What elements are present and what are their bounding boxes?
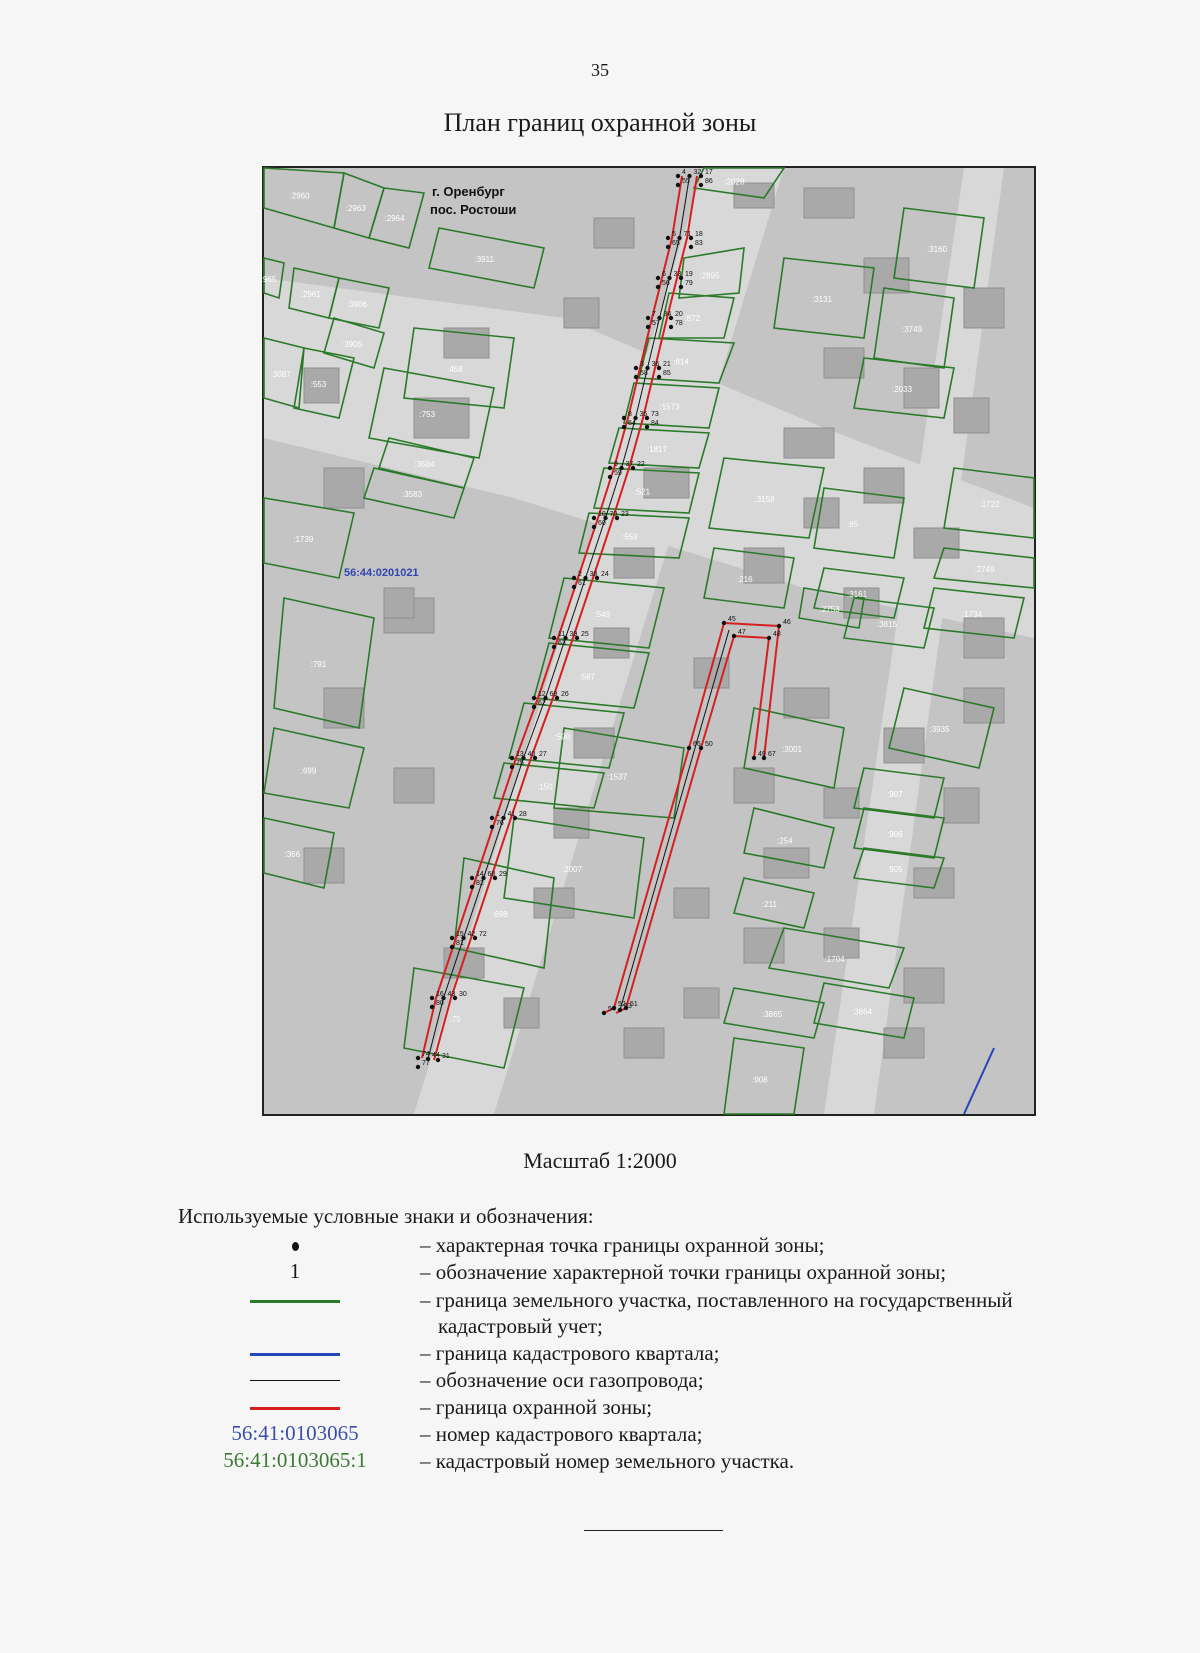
parcel-number-label: :2960 [289,191,310,201]
characteristic-point-number: 42 [467,931,476,938]
parcel-number-label: :698 [492,910,508,919]
characteristic-point-number: 9 [614,461,618,468]
page-number: 35 [591,60,609,80]
building-roof [684,988,719,1018]
legend-item-block-number [0,1421,1200,1448]
characteristic-point [532,696,536,700]
legend-title: Используемые условные знаки и обозначения: [178,1204,594,1228]
building-roof [824,928,859,958]
building-roof [944,788,979,823]
characteristic-point [490,816,494,820]
building-roof [824,788,859,818]
parcel-number-label: :254 [777,836,793,846]
characteristic-point [510,765,514,769]
parcel-number-label: :3161 [847,590,868,599]
parcel-number-label: :1817 [647,445,668,454]
legend-item-gas-axis [0,1367,1200,1394]
parcel-number-label: :590 [554,732,571,742]
parcel-number-label: :150 [537,782,553,792]
characteristic-point-number: 51 [630,1001,638,1008]
characteristic-point [490,825,494,829]
parcel-number-label: :872 [684,313,701,323]
characteristic-point [510,756,514,760]
characteristic-point-number: 25 [581,631,589,638]
parcel-number-label: :549 [594,610,611,619]
characteristic-point-number: 5 [672,231,676,238]
characteristic-point-number: 1 [496,811,500,818]
characteristic-point-number: 41 [507,811,516,818]
characteristic-point-number: 58 [640,370,648,377]
characteristic-point-number: 44 [432,1052,440,1059]
building-roof [784,688,829,718]
building-roof [554,808,589,838]
characteristic-point [622,416,626,420]
characteristic-point-number: 43 [447,991,456,998]
characteristic-point-number: 53 [624,1003,632,1010]
characteristic-point-number: 12 [538,691,546,698]
building-roof [624,1028,664,1058]
building-roof [734,183,774,208]
characteristic-point [416,1056,420,1060]
characteristic-point [646,325,650,329]
building-roof [964,618,1004,658]
characteristic-point-number: 68 [487,871,496,878]
characteristic-point-number: 56 [662,280,670,287]
map-image [260,168,1034,1114]
legend-text: – обозначение оси газопровода; [420,1368,704,1392]
characteristic-point-number: 55 [682,178,690,185]
legend-parcel-number-sample: 56:41:0103065:1 [223,1448,367,1472]
parcel-number-label: :3749 [902,325,923,334]
characteristic-point-number: 66 [693,741,701,748]
parcel-number-label: :907 [887,790,903,799]
parcel-number-label: :2033 [892,385,913,394]
characteristic-point-number: 10 [598,511,606,518]
blue-line-icon [250,1353,340,1356]
place-name-settlement: пос. Ростоши [430,202,517,217]
characteristic-point [679,285,683,289]
characteristic-point-number: 67 [768,751,776,758]
characteristic-point-number: 3 [640,361,644,368]
parcel-number-label: :3935 [929,725,950,734]
building-roof [614,548,654,578]
building-roof [804,188,854,218]
characteristic-point-number: 77 [422,1060,430,1067]
parcel-number-label: :3815 [877,620,898,629]
parcel-number-label: :3160 [927,245,948,254]
parcel-number-label: :65 [847,520,859,529]
parcel-number-label: :3905 [342,340,363,349]
characteristic-point [450,936,454,940]
characteristic-point [572,585,576,589]
building-roof [564,298,599,328]
characteristic-point-number: 26 [561,691,569,698]
parcel-number-label: :2963 [345,203,366,213]
characteristic-point-number: 37 [625,461,634,468]
parcel-number-label: :965 [260,275,277,284]
characteristic-point [602,1011,606,1015]
characteristic-point [777,624,781,628]
characteristic-point-number: 31 [442,1053,450,1060]
parcel-number-label: :75 [449,1015,461,1024]
parcel-number-label: :458 [447,365,463,374]
characteristic-point [656,285,660,289]
characteristic-point-number: 72 [479,931,487,938]
legend-item-parcel-boundary-cont [0,1313,1200,1340]
characteristic-point-number: 85 [663,370,671,377]
characteristic-point-number: 74 [422,1051,430,1058]
characteristic-point [669,325,673,329]
parcel-number-label: :2007 [562,865,583,874]
characteristic-point [608,475,612,479]
characteristic-point-number: 27 [539,751,547,758]
building-roof [594,218,634,248]
characteristic-point-number: 81 [456,940,464,947]
building-roof [954,398,989,433]
characteristic-point [470,876,474,880]
characteristic-point-number: 15 [456,931,464,938]
characteristic-point [752,756,756,760]
characteristic-point [666,245,670,249]
legend-line-symbol [180,1287,410,1314]
characteristic-point-number: 73 [651,411,659,418]
characteristic-point-number: 70 [609,511,618,518]
parcel-number-label: :791 [310,660,327,669]
characteristic-point-number: 21 [663,361,671,368]
characteristic-point-number: 82 [476,880,484,887]
characteristic-point [732,634,736,638]
characteristic-point [622,425,626,429]
characteristic-point [699,183,703,187]
characteristic-point-number: 79 [685,280,693,287]
characteristic-point-number: 13 [516,751,524,758]
characteristic-point [592,516,596,520]
characteristic-point-number: 6 [662,271,666,278]
characteristic-point-number: 40 [527,751,536,758]
parcel-number-label: :3583 [402,490,423,499]
characteristic-point-number: 2 [578,571,582,578]
parcel-number-label: :3906 [347,300,368,309]
footer-rule [584,1530,723,1531]
characteristic-point-number: 61 [578,580,586,587]
characteristic-point-number: 33 [673,271,682,278]
characteristic-point-number: 86 [705,178,713,185]
parcel-number-label: :366 [284,850,301,859]
characteristic-point-number: 78 [675,320,683,327]
black-line-icon [250,1380,340,1381]
characteristic-point-number: 76 [496,820,504,827]
legend-item-parcel-number [0,1448,1200,1475]
characteristic-point-number: 75 [516,760,524,767]
characteristic-point [722,621,726,625]
characteristic-point [608,466,612,470]
parcel-number-label: :2895 [699,271,720,281]
legend-text: – граница земельного участка, поставленного на государственный [420,1288,1013,1312]
parcel-number-label: :905 [887,865,903,874]
characteristic-point [645,425,649,429]
characteristic-point-number: 60 [598,520,606,527]
characteristic-point-number: 83 [695,240,703,247]
characteristic-point [572,576,576,580]
building-roof [324,688,364,728]
characteristic-point-number: 7 [652,311,656,318]
legend-block-number-sample: 56:41:0103065 [231,1421,359,1445]
building-roof [304,848,344,883]
characteristic-point-number: 19 [685,271,693,278]
parcel-number-label: :3001 [782,745,803,754]
characteristic-point [634,366,638,370]
parcel-number-label: :587 [579,672,596,682]
legend-line-symbol [180,1367,410,1394]
characteristic-point [687,746,691,750]
building-roof [884,1028,924,1058]
characteristic-point-number: 84 [651,420,659,427]
building-roof [964,288,1004,328]
characteristic-point-number: 23 [621,511,629,518]
characteristic-point-number: 29 [499,871,507,878]
building-roof [824,348,864,378]
characteristic-point [430,996,434,1000]
parcel-number-label: :1573 [659,402,680,412]
characteristic-point [646,316,650,320]
building-roof [764,848,809,878]
parcel-number-label: :2961 [300,290,321,299]
parcel-number-label: :1704 [824,955,845,964]
building-roof [444,948,484,978]
characteristic-point [552,636,556,640]
characteristic-point [450,945,454,949]
building-roof [324,468,364,508]
parcel-number-label: :2749 [974,565,995,574]
characteristic-point [656,276,660,280]
characteristic-point-number: 36 [651,361,660,368]
characteristic-point-number: 54 [608,1006,616,1013]
green-line-icon [250,1300,340,1303]
characteristic-point-number: 52 [618,1001,626,1008]
characteristic-point-number: 4 [682,169,686,176]
characteristic-point-number: 34 [663,311,672,318]
parcel-number-label: :521 [634,487,651,497]
characteristic-point-number: 8 [628,411,632,418]
characteristic-point-number: 38 [589,571,598,578]
cadastral-block-number: 56:44:0201021 [344,567,419,579]
characteristic-point-number: 14 [476,871,484,878]
parcel-number-label: :906 [887,830,903,839]
page-title: План границ охранной зоны [443,108,757,137]
characteristic-point-number: 71 [683,231,692,238]
parcel-number-label: :2753 [819,605,840,614]
place-name-city: г. Оренбург [432,184,505,199]
characteristic-point-number: 22 [637,461,645,468]
characteristic-point-number: 39 [569,631,578,638]
parcel-number-label: :699 [300,766,317,776]
parcel-number-label: :3131 [812,295,833,304]
parcel-number-label: :559 [622,532,638,542]
legend-item-block-boundary [0,1340,1200,1367]
characteristic-point-number: 80 [436,1000,444,1007]
characteristic-point-number: 20 [675,311,683,318]
legend-item-point [0,1232,1200,1259]
parcel-number-label: :211 [762,900,777,909]
characteristic-point-number: 50 [705,741,713,748]
building-roof [394,768,434,803]
legend-text: – граница кадастрового квартала; [420,1341,720,1365]
legend-number-symbol: 1 [289,1259,301,1283]
building-roof [784,428,834,458]
characteristic-point [592,525,596,529]
characteristic-point-number: 45 [728,616,736,623]
characteristic-point-number: 24 [601,571,609,578]
building-roof [914,528,959,558]
parcel-number-label: :1739 [293,535,314,544]
characteristic-point [689,245,693,249]
characteristic-point-number: 57 [652,320,660,327]
characteristic-point-number: 18 [695,231,703,238]
legend-line-symbol [180,1394,410,1421]
parcel-number-label: :3911 [474,255,494,264]
characteristic-point [532,705,536,709]
characteristic-point [666,236,670,240]
legend-item-parcel-boundary [0,1287,1200,1314]
characteristic-point [657,375,661,379]
map-scale: Масштаб 1:2000 [523,1148,677,1173]
legend-item-point-label [0,1259,1200,1286]
characteristic-point-number: 64 [628,420,636,427]
characteristic-point [676,174,680,178]
characteristic-point-number: 59 [614,470,622,477]
protection-zone-map [262,166,1036,1116]
parcel-number-label: :753 [419,410,436,419]
characteristic-point-number: 65 [672,240,680,247]
parcel-number-label: :3865 [762,1010,783,1019]
characteristic-point-number: 35 [639,411,648,418]
legend-text: – характерная точка границы охранной зоны; [420,1233,825,1257]
characteristic-point [470,885,474,889]
characteristic-point-number: 16 [436,991,444,998]
legend-dot-symbol [180,1232,410,1259]
characteristic-point-number: 69 [549,691,558,698]
legend-item-zone-boundary [0,1394,1200,1421]
parcel-number-label: :3087 [270,370,291,379]
characteristic-point [634,375,638,379]
characteristic-point-icon [292,1242,299,1251]
red-line-icon [250,1407,340,1410]
building-roof [674,888,709,918]
legend-text: – обозначение характерной точки границы охранной зоны; [420,1260,947,1284]
legend-text: – номер кадастрового квартала; [420,1422,703,1446]
characteristic-point [552,645,556,649]
building-roof [914,868,954,898]
parcel-number-label: :553 [310,380,327,389]
parcel-number-label: :908 [752,1075,768,1085]
legend-line-symbol [180,1340,410,1367]
characteristic-point-number: 47 [738,629,746,636]
characteristic-point-number: 30 [459,991,467,998]
building-roof [504,998,539,1028]
characteristic-point [676,183,680,187]
characteristic-point-number: 48 [773,631,781,638]
parcel-number-label: :2028 [724,177,745,187]
characteristic-point-number: 28 [519,811,527,818]
parcel-number-label: :1537 [607,772,628,782]
parcel-number-label: :2964 [384,213,405,223]
characteristic-point-number: 17 [705,169,713,176]
parcel-number-label: :3584 [414,460,435,469]
parcel-number-label: :216 [737,575,753,584]
parcel-number-label: :3158 [754,495,775,504]
parcel-number-label: :3864 [852,1007,873,1017]
characteristic-point-number: 49 [758,751,766,758]
characteristic-point [430,1005,434,1009]
legend-text: – граница охранной зоны; [420,1395,653,1419]
characteristic-point [416,1065,420,1069]
legend-text: – кадастровый номер земельного участка. [420,1449,795,1473]
legend-text-continuation: кадастровый учет; [438,1314,603,1338]
characteristic-point-number: 46 [783,619,791,626]
characteristic-point-number: 32 [693,169,702,176]
characteristic-point-number: 62 [538,700,546,707]
parcel-number-label: :1734 [962,610,983,619]
characteristic-point [767,636,771,640]
characteristic-point [618,1008,622,1012]
characteristic-point-number: 11 [558,631,566,638]
building-roof [384,588,414,618]
characteristic-point-number: 63 [558,640,566,647]
parcel-number-label: :814 [673,357,689,367]
parcel-number-label: :1722 [979,500,1000,509]
